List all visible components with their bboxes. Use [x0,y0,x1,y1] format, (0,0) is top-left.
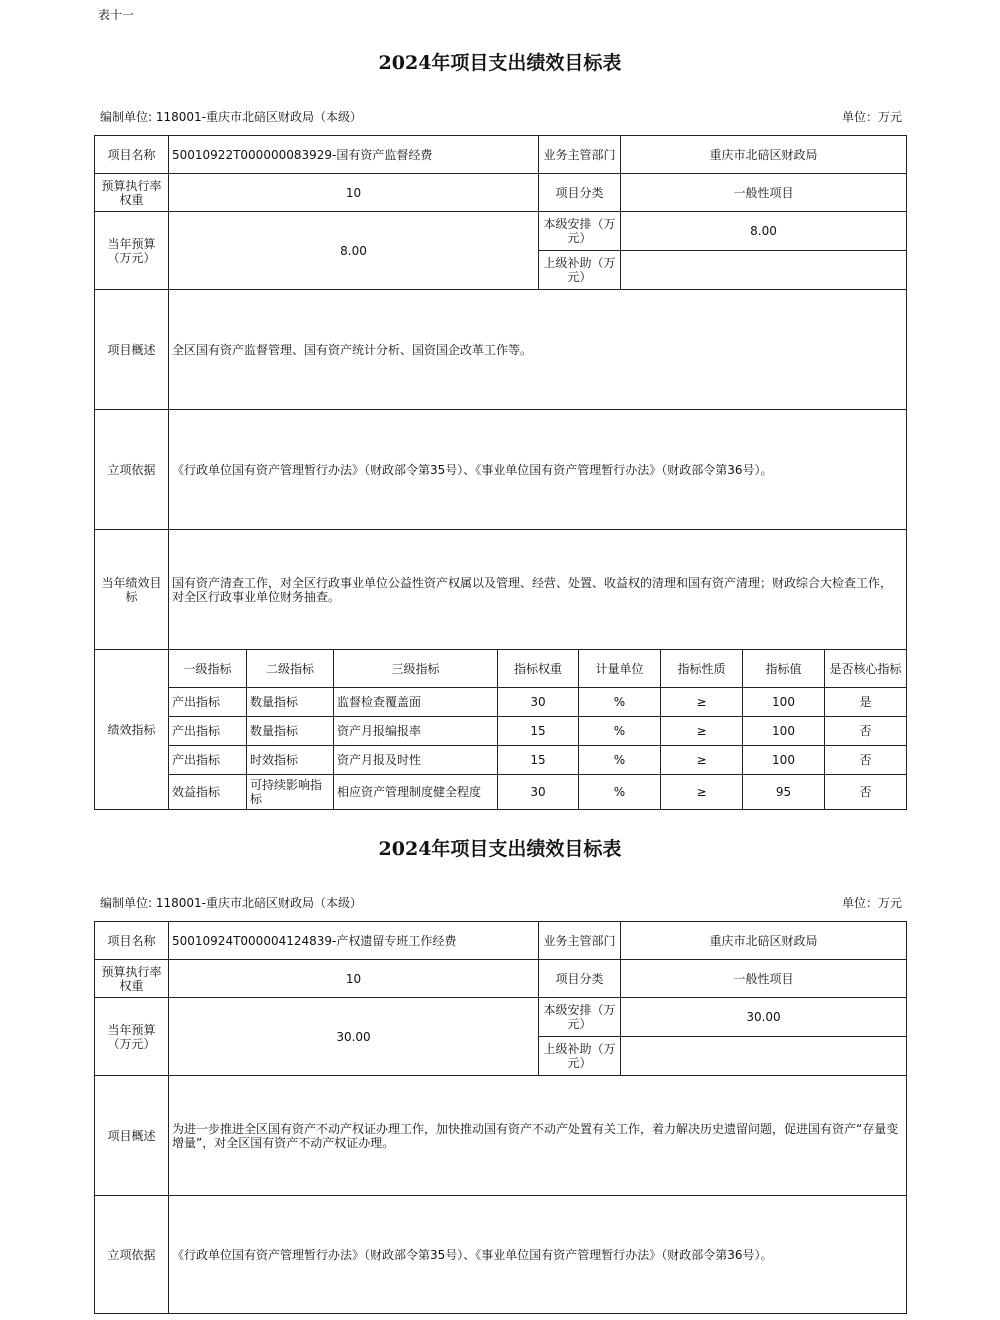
level1-cell: 效益指标 [169,775,247,810]
weight-value: 10 [169,960,539,998]
header-value: 指标值 [743,650,825,688]
level3-cell: 相应资产管理制度健全程度 [334,775,498,810]
core-cell: 否 [825,717,907,746]
basis-label: 立项依据 [95,1196,169,1314]
compiling-unit: 编制单位: 118001-重庆市北碚区财政局（本级） [100,110,362,124]
value-cell: 100 [743,717,825,746]
weight-cell: 15 [498,746,579,775]
header-nature: 指标性质 [661,650,743,688]
category-value: 一般性项目 [621,960,907,998]
local-label: 本级安排（万元） [539,212,621,251]
currency-unit: 单位：万元 [841,110,902,124]
goal-label: 当年绩效目标 [95,530,169,650]
upper-value [621,1037,907,1076]
project-name-value: 50010924T000004124839-产权遗留专班工作经费 [169,922,539,960]
level3-cell: 监督检查覆盖面 [334,688,498,717]
level2-cell: 数量指标 [247,688,334,717]
header-weight: 指标权重 [498,650,579,688]
nature-cell: ≥ [661,746,743,775]
form-title: 2024年项目支出绩效目标表 [378,52,622,74]
overview-label: 项目概述 [95,1076,169,1196]
compiling-unit: 编制单位: 118001-重庆市北碚区财政局（本级） [100,896,362,910]
project-info-table [94,135,907,650]
nature-cell: ≥ [661,717,743,746]
currency-unit: 单位：万元 [841,896,902,910]
level2-cell: 可持续影响指标 [247,775,334,810]
upper-value [621,251,907,290]
basis-value: 《行政单位国有资产管理暂行办法》（财政部令第35号）、《事业单位国有资产管理暂行办法》（财政部令第36号）。 [169,1196,907,1314]
category-label: 项目分类 [539,960,621,998]
overview-label: 项目概述 [95,290,169,410]
header-level2: 二级指标 [247,650,334,688]
dept-value: 重庆市北碚区财政局 [621,136,907,174]
upper-label: 上级补助（万元） [539,251,621,290]
budget-label: 当年预算（万元） [95,998,169,1076]
core-cell: 是 [825,688,907,717]
nature-cell: ≥ [661,775,743,810]
nature-cell: ≥ [661,688,743,717]
unit-cell: % [579,775,661,810]
sheet-label: 表十一 [98,8,135,22]
level1-cell: 产出指标 [169,717,247,746]
overview-value: 全区国有资产监督管理、国有资产统计分析、国资国企改革工作等。 [169,290,907,410]
budget-label: 当年预算（万元） [95,212,169,290]
table-row [95,688,907,717]
basis-value: 《行政单位国有资产管理暂行办法》（财政部令第35号）、《事业单位国有资产管理暂行办法》（财政部令第36号）。 [169,410,907,530]
weight-cell: 30 [498,688,579,717]
weight-label: 预算执行率权重 [95,174,169,212]
core-cell: 否 [825,775,907,810]
table-row [95,746,907,775]
header-level1: 一级指标 [169,650,247,688]
unit-cell: % [579,717,661,746]
project-info-table [94,921,907,1314]
form-title: 2024年项目支出绩效目标表 [378,838,622,860]
category-label: 项目分类 [539,174,621,212]
level2-cell: 数量指标 [247,717,334,746]
project-name-label: 项目名称 [95,922,169,960]
table-row [95,775,907,810]
project-name-value: 50010922T000000083929-国有资产监督经费 [169,136,539,174]
weight-cell: 15 [498,717,579,746]
value-cell: 100 [743,688,825,717]
unit-cell: % [579,746,661,775]
upper-label: 上级补助（万元） [539,1037,621,1076]
indicators-label: 绩效指标 [95,650,169,810]
project-name-label: 项目名称 [95,136,169,174]
local-label: 本级安排（万元） [539,998,621,1037]
dept-value: 重庆市北碚区财政局 [621,922,907,960]
unit-cell: % [579,688,661,717]
dept-label: 业务主管部门 [539,136,621,174]
value-cell: 95 [743,775,825,810]
basis-label: 立项依据 [95,410,169,530]
level1-cell: 产出指标 [169,746,247,775]
weight-value: 10 [169,174,539,212]
table-row [95,717,907,746]
local-value: 8.00 [621,212,907,251]
level3-cell: 资产月报编报率 [334,717,498,746]
level1-cell: 产出指标 [169,688,247,717]
level2-cell: 时效指标 [247,746,334,775]
weight-label: 预算执行率权重 [95,960,169,998]
value-cell: 100 [743,746,825,775]
indicator-table [94,649,907,810]
level3-cell: 资产月报及时性 [334,746,498,775]
local-value: 30.00 [621,998,907,1037]
category-value: 一般性项目 [621,174,907,212]
weight-cell: 30 [498,775,579,810]
overview-value: 为进一步推进全区国有资产不动产权证办理工作，加快推动国有资产不动产处置有关工作，着力解决历史遗留问题，促进国有资产“存量变增量”，对全区国有资产不动产权证办理。 [169,1076,907,1196]
budget-value: 30.00 [169,998,539,1076]
header-core: 是否核心指标 [825,650,907,688]
header-unit: 计量单位 [579,650,661,688]
goal-value: 国有资产清查工作，对全区行政事业单位公益性资产权属以及管理、经营、处置、收益权的清理和国有资产清理；财政综合大检查工作，对全区行政事业单位财务抽查。 [169,530,907,650]
header-level3: 三级指标 [334,650,498,688]
dept-label: 业务主管部门 [539,922,621,960]
core-cell: 否 [825,746,907,775]
budget-value: 8.00 [169,212,539,290]
